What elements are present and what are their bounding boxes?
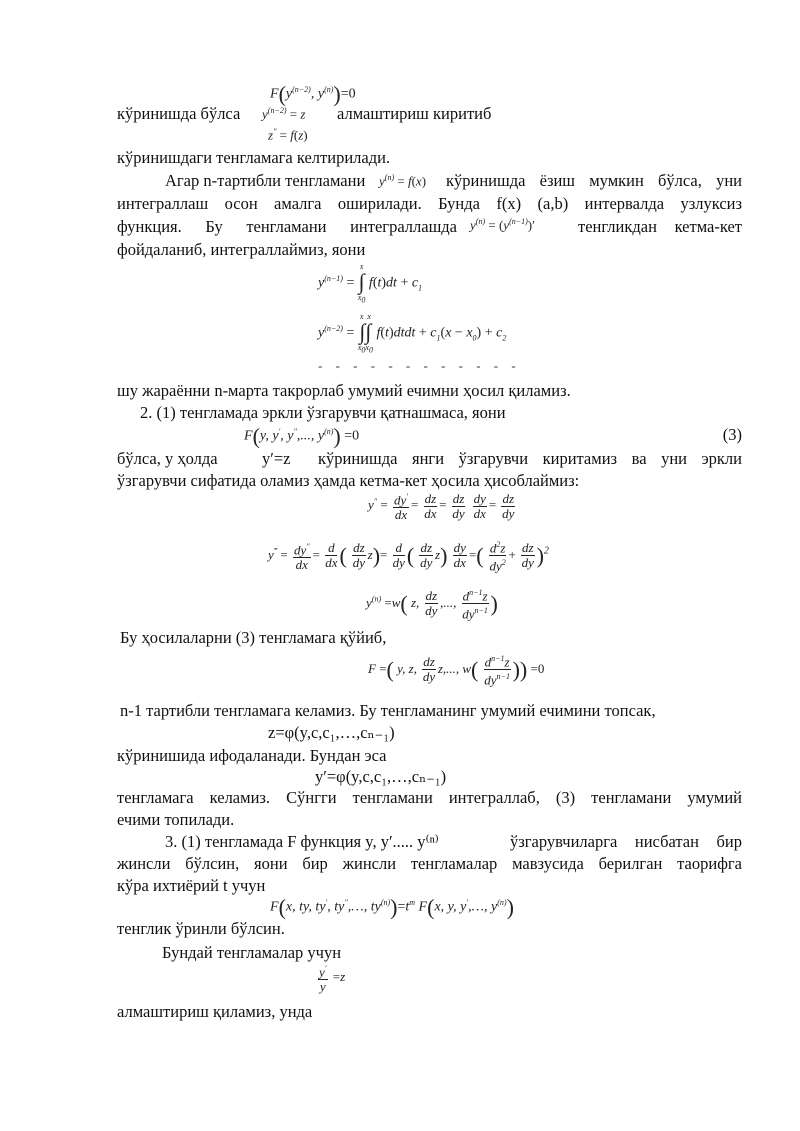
formula-2: z″ = f(z) <box>268 127 308 143</box>
text-line: n-1 тартибли тенгламага келамиз. Бу тенгламанинг умумий ечимини топсак, <box>120 701 656 720</box>
formula-homogeneous: F(x, ty, ty′, ty″,…, $ty^{(n)})=t^m$ F(x, y, y′,…, $y^{(n)}$) <box>270 894 514 920</box>
text-line: бўлса, у ҳолда <box>117 449 218 468</box>
text-line: Бундай тенгламалар учун <box>162 943 342 962</box>
formula-1: $F(y^{(n-2)}$, $y^{(n)})=0$ <box>270 81 356 107</box>
formula-b: $y^{(n)} = (y^{(n-1)})'$ <box>470 217 535 233</box>
derivative-2: y‴ = $\frac{dy''}{dx}$ = $\frac{d}{dx}$ ( $\frac{dz}{dy}$ z)= $\frac{d}{dy}$ ( $\frac{dz}{dy}$ z) $\frac{dy}{dx}$ =( $\frac{d^2z}{dy^2}$ + $\frac{dz}{dy}$ )$^2$ <box>268 540 549 574</box>
text-line: шу жараённи n-марта такрорлаб умумий ечимни ҳосил қиламиз. <box>117 381 571 400</box>
text-line: ўзгарувчи сифатида оламиз ҳамда кетма-кет ҳосила ҳисоблаймиз: <box>117 471 580 490</box>
text-line: тенглик ўринли бўлсин. <box>117 919 285 938</box>
formula-substitution: $y^{(n-2)} = z$ <box>262 106 306 122</box>
text-line: интеграллаш осон амалга оширилади. Бунда f(x) (a,b) интервалда узлуксиз <box>117 194 742 213</box>
derivative-n: $y^{(n)} =w$( z, $\frac{dz}{dy}$ ,..., $\frac{d^{n-1}z}{dy^{n-1}}$ ) <box>366 588 498 622</box>
formula-yprime: y′=φ(y,c,c₁,…,cₙ₋₁) <box>315 767 447 786</box>
text-line: функция. Бу тенгламани интеграллашда <box>117 217 457 236</box>
text-line: Бу ҳосилаларни (3) тенгламага қўйиб, <box>120 628 387 647</box>
formula-3: F(y, y′, y″,..., $y^{(n)}) =0$ <box>244 423 360 449</box>
derivative-1: y″ = $\frac{dy'}{dx}$ = $\frac{dz}{dx}$ = $\frac{dz}{dy}$ $\frac{dy}{dx}$ = $\frac{dz}{dy}$ <box>368 490 515 523</box>
integral-1: $y^{(n-1)}$ = x ∫ $x_0$ $f(t)dt + c_1$ <box>318 262 423 305</box>
text-line: кўринишида ифодаланади. Бундан эса <box>117 746 387 765</box>
continuation-dashes: - - - - - - - - - - - - <box>318 358 521 373</box>
text-line: ўзгарувчиларга нисбатан бир <box>510 832 742 851</box>
text-line: кўринишда ёзиш мумкин бўлса, уни <box>446 171 742 190</box>
text-line: Агар n-тартибли тенгламани <box>165 171 366 190</box>
text-line: кўринишдаги тенгламага келтирилади. <box>117 148 391 167</box>
text-line: алмаштириш киритиб <box>337 104 492 123</box>
text-line: тенгламага келамиз. Сўнгги тенгламани интеграллаб, (3) тенгламани умумий <box>117 788 742 807</box>
integral-2: $y^{(n-2)}$ = x x ∫∫ $x_0x_0$ f(t)dtdt + $c_1(x - x_0) + c_2$ <box>318 312 507 355</box>
text-line: кўра ихтиёрий t учун <box>117 876 266 895</box>
section-heading: 3. (1) тенгламада F функция y, y′..... y⁽ⁿ⁾ <box>165 832 439 851</box>
section-heading: 2. (1) тенгламада эркли ўзгарувчи қатнашмаса, яони <box>140 403 506 422</box>
text-line: кўринишда бўлса <box>117 104 241 123</box>
text-line: кўринишда янги ўзгарувчи киритамиз ва уни эркли <box>318 449 742 468</box>
text-line: алмаштириш қиламиз, унда <box>117 1002 313 1021</box>
formula-ratio: $\frac{y'}{y}$ =z <box>319 964 346 995</box>
formula-z: z=φ(y,c,c₁,…,cₙ₋₁) <box>268 723 395 742</box>
equation-number: (3) <box>722 425 742 444</box>
formula-a: $y^{(n)} = f(x)$ <box>379 173 427 189</box>
text-line: ечими топилади. <box>117 810 235 829</box>
formula-inline: y′=z <box>262 449 291 468</box>
text-line: жинсли бўлсин, яони бир жинсли тенгламалар мавзусида берилган таорифга <box>117 854 742 873</box>
text-line: тенгликдан кетма-кет <box>578 217 742 236</box>
formula-F: F =( y, z, $\frac{dz}{dy}$ z,..., w( $\frac{d^{n-1}z}{dy^{n-1}}$ )) =0 <box>368 654 545 688</box>
text-line: фойдаланиб, интеграллаймиз, яони <box>117 240 366 259</box>
